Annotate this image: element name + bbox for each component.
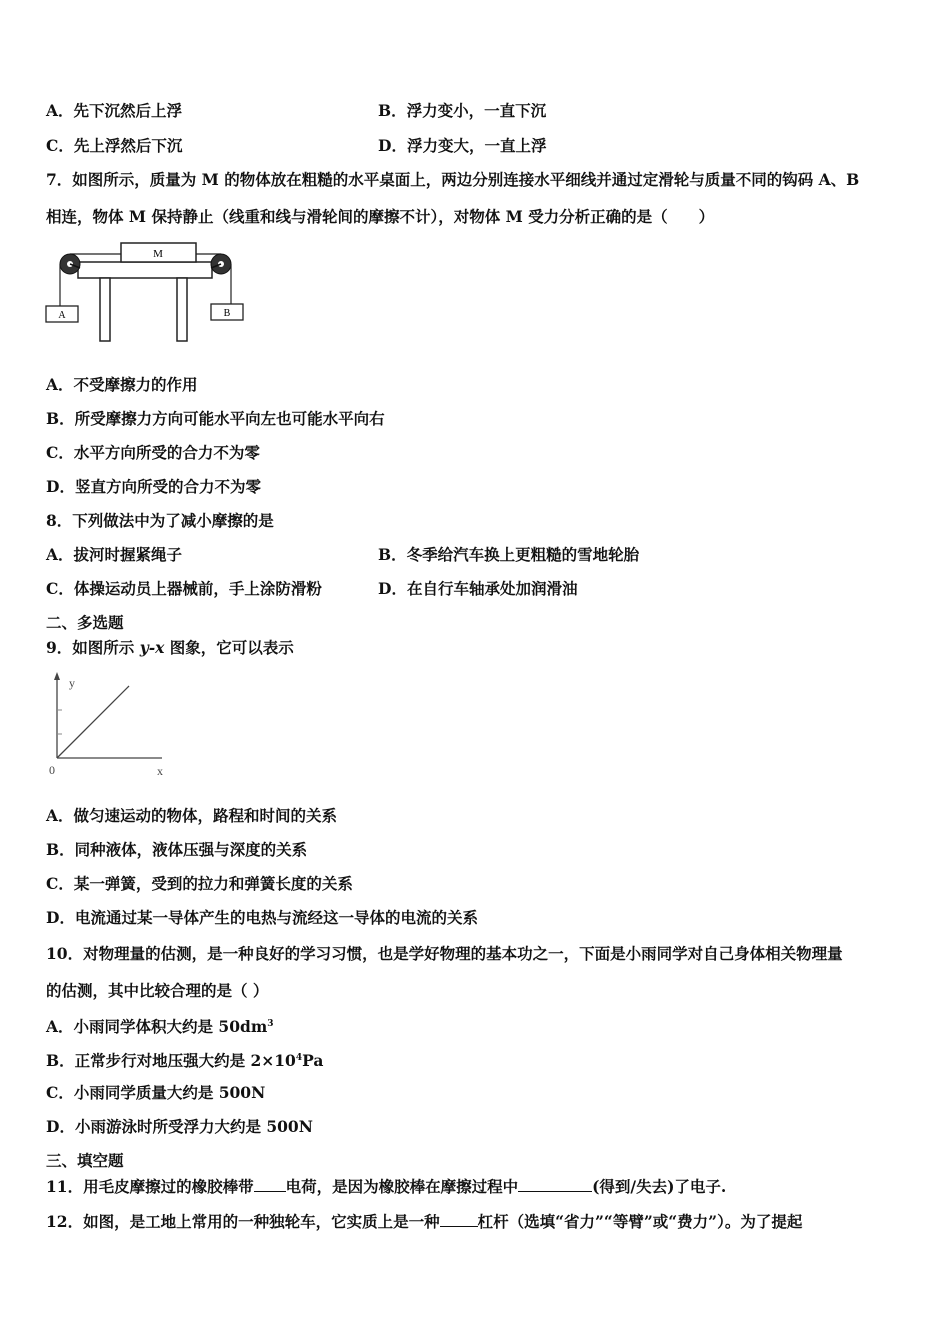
q12-part1: 12．如图，是工地上常用的一种独轮车，它实质上是一种 [46,1212,440,1231]
q10-option-a [46,1014,274,1037]
q11-part2: 电荷，是因为橡胶棒在摩擦过程中 [285,1177,519,1196]
q10-option-a-text: A．小雨同学体积大约是 50dm [46,1017,268,1037]
q10-option-b-text: B．正常步行对地压强大约是 2×10 [46,1051,296,1071]
q7-stem-line2: 相连，物体 M 保持静止（线重和线与滑轮间的摩擦不计），对物体 M 受力分析正确的是（ ） [46,207,715,226]
q9-stem-suffix: 图象，它可以表示 [164,638,294,657]
q12-stem [46,1211,802,1232]
q11-blank-2[interactable] [518,1176,592,1192]
q11-blank-1[interactable] [254,1176,286,1192]
y-axis-label: y [69,676,75,690]
q9-option-b: B．同种液体，液体压强与深度的关系 [46,840,308,859]
q7-pulley-figure [40,238,250,348]
q12-part2: 杠杆（选填“省力”“等臂”或“费力”）。为了提起 [477,1212,803,1231]
q7-option-c: C．水平方向所受的合力不为零 [46,443,260,462]
q10-stem-line2: 的估测，其中比较合理的是（ ） [46,981,269,1000]
y-axis-arrow [54,672,60,680]
q9-option-d: D．电流通过某一导体产生的电热与流经这一导体的电流的关系 [46,908,478,927]
q10-option-b-unit: Pa [302,1051,324,1071]
q9-stem [46,638,294,658]
q10-option-b [46,1048,323,1071]
q6-option-d: D．浮力变大，一直上浮 [378,136,547,155]
weight-a-label: A [58,310,66,321]
table-leg-left [100,278,110,341]
q7-option-d: D．竖直方向所受的合力不为零 [46,477,261,496]
q7-option-b: B．所受摩擦力方向可能水平向左也可能水平向右 [46,409,385,428]
q10-option-d: D．小雨游泳时所受浮力大约是 500N [46,1117,313,1136]
q11-part1: 11．用毛皮摩擦过的橡胶棒带 [46,1177,254,1196]
q10-option-b-sup: 4 [295,1053,303,1063]
q9-stem-var: y-x [139,638,165,657]
q9-stem-prefix: 9．如图所示 [46,638,140,657]
q7-option-a: A．不受摩擦力的作用 [46,375,198,394]
q11-part3: (得到/失去)了电子. [592,1177,727,1196]
q8-option-a: A．拔河时握紧绳子 [46,545,183,564]
q6-option-c: C．先上浮然后下沉 [46,136,183,155]
x-axis-label: x [157,764,163,778]
q8-option-c: C．体操运动员上器械前，手上涂防滑粉 [46,579,322,598]
q9-yx-graph [40,670,175,782]
q10-option-a-sup: 3 [267,1019,274,1029]
proportional-line [57,686,129,758]
weight-b-label: B [223,308,231,319]
q8-option-b: B．冬季给汽车换上更粗糙的雪地轮胎 [378,545,640,564]
q7-stem-line1: 7．如图所示，质量为 M 的物体放在粗糙的水平桌面上，两边分别连接水平细线并通过定滑轮与质量不同的钩码 A、B [46,170,860,189]
table-leg-right [177,278,187,341]
section-multi-choice-heading: 二、多选题 [46,613,124,632]
q10-stem-line1: 10．对物理量的估测，是一种良好的学习习惯，也是学好物理的基本功之一，下面是小雨同学对自己身体相关物理量 [46,944,843,963]
section-fill-blank-heading: 三、填空题 [46,1151,124,1170]
q8-stem: 8．下列做法中为了减小摩擦的是 [46,511,274,530]
q8-option-d: D．在自行车轴承处加润滑油 [378,579,578,598]
q9-option-a: A．做匀速运动的物体，路程和时间的关系 [46,806,338,825]
q6-option-a: A．先下沉然后上浮 [46,101,183,120]
table-top [78,262,212,278]
block-m-label: M [153,248,163,260]
q10-option-c: C．小雨同学质量大约是 500N [46,1083,266,1102]
q9-option-c: C．某一弹簧，受到的拉力和弹簧长度的关系 [46,874,353,893]
q11-stem [46,1176,726,1197]
q6-option-b: B．浮力变小，一直下沉 [378,101,547,120]
origin-label: 0 [49,763,55,777]
q12-blank-1[interactable] [440,1211,478,1227]
